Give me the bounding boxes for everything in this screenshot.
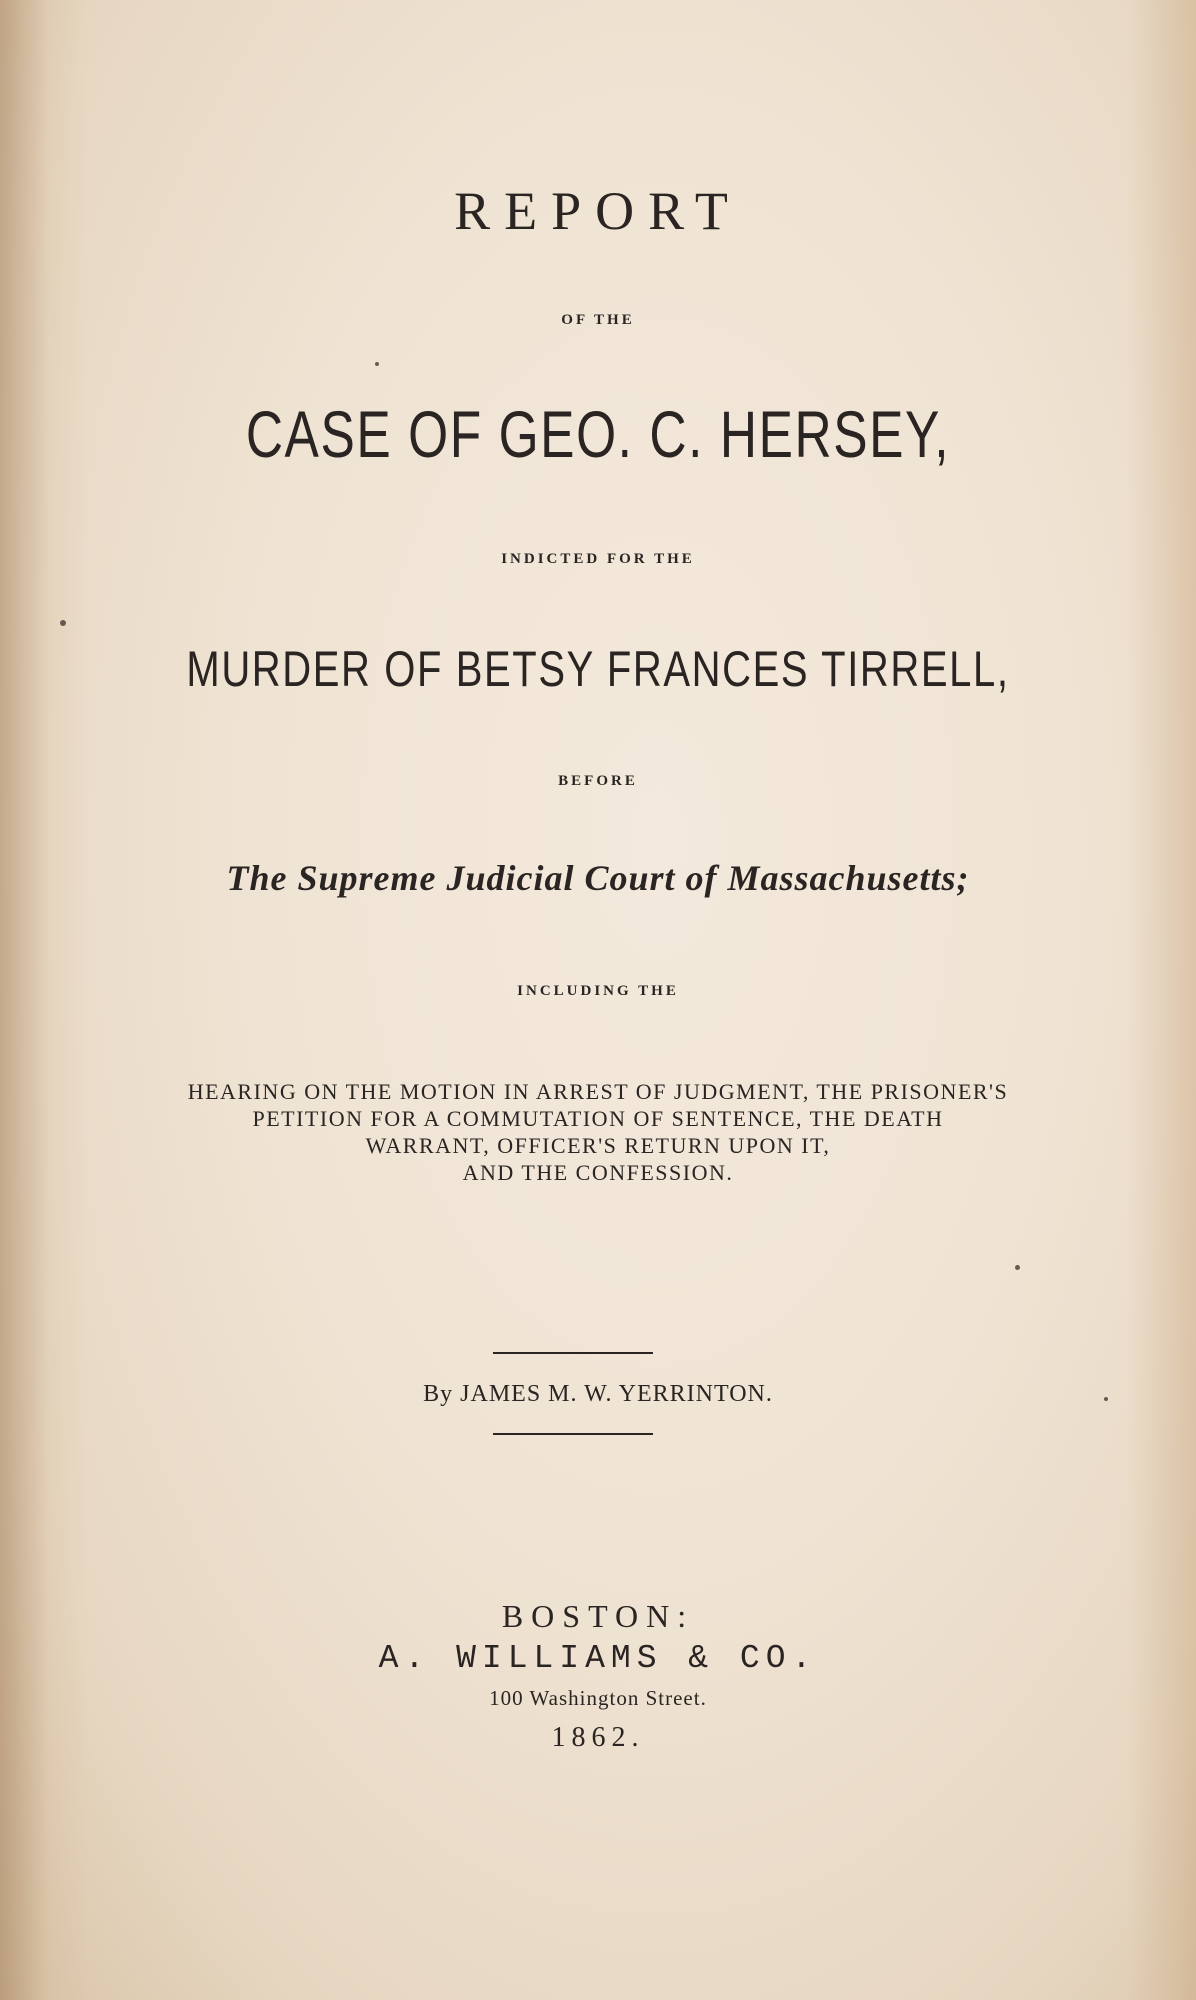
court-name: The Supreme Judicial Court of Massachusetts; [226,858,970,898]
hearing-line-3: WARRANT, OFFICER'S RETURN UPON IT, [365,1133,831,1158]
foxing-speck [375,362,379,366]
hearing-line-4: AND THE CONFESSION. [462,1160,734,1185]
imprint-city: BOSTON: [501,1598,695,1634]
report-heading: REPORT [454,181,742,241]
hearing-line-2: PETITION FOR A COMMUTATION OF SENTENCE, THE DEATH [252,1106,944,1131]
hearing-line-1: HEARING ON THE MOTION IN ARREST OF JUDGMENT, THE PRISONER'S [187,1079,1009,1104]
including-line: INCLUDING THE [517,983,679,999]
author-line: By JAMES M. W. YERRINTON. [423,1381,773,1407]
foxing-speck [1104,1397,1108,1401]
indicted-line: INDICTED FOR THE [501,551,695,567]
divider-rule-bottom [493,1433,653,1435]
murder-title: MURDER OF BETSY FRANCES TIRRELL, [186,641,1010,697]
before-line: BEFORE [558,773,638,789]
imprint-publisher: A. WILLIAMS & CO. [378,1640,818,1677]
divider-rule-top [493,1352,653,1354]
foxing-speck [1015,1265,1020,1270]
foxing-speck [60,620,66,626]
imprint-year: 1862. [551,1722,645,1753]
imprint-address: 100 Washington Street. [489,1686,707,1710]
case-title: CASE OF GEO. C. HERSEY, [245,397,951,471]
of-the-line: OF THE [561,312,635,328]
